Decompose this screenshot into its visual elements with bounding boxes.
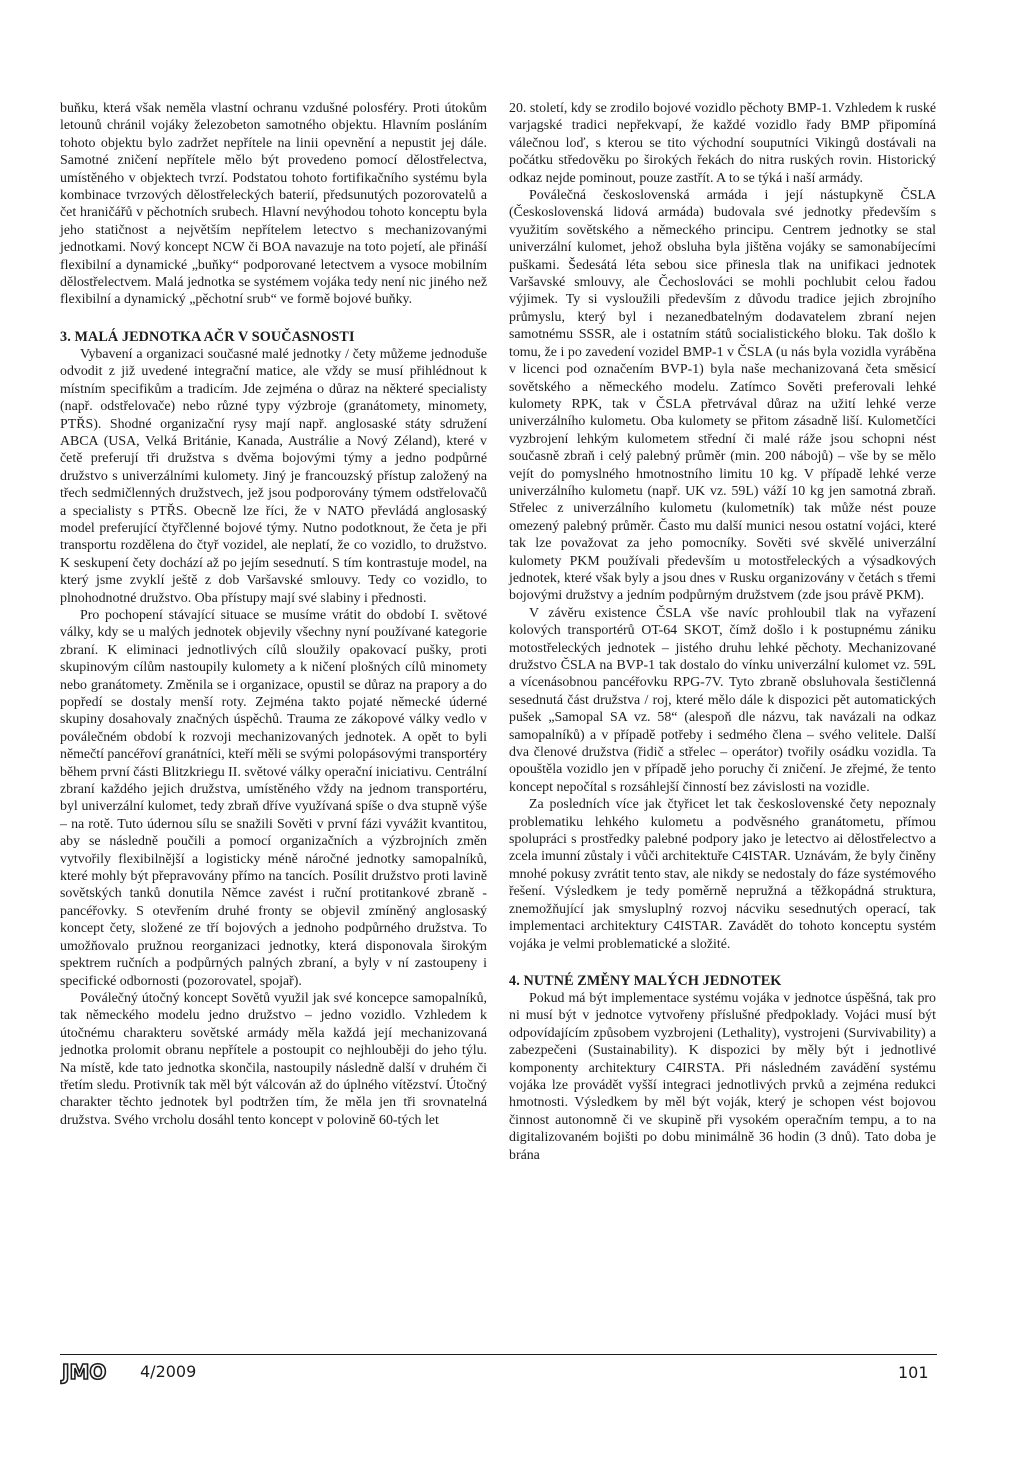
- journal-logo-text: JMO: [62, 1360, 107, 1384]
- footer-divider: [60, 1354, 937, 1355]
- right-text-column: [509, 100, 936, 1164]
- journal-logo: [62, 1359, 106, 1385]
- paragraph: Poválečná československá armáda i její nástupkyně ČSLA (Československá lidová armáda) budovala své jednotky především s využitím sovětského a německého principu. Centrem jednotky se stal univerzální kulomet, jehož obsluha byla jištěna vojáky se samonabíjecími puškami. Šedesátá léta sebou sice přinesla tlak na unifikaci jednotek Varšavské smlouvy, ale Čechoslováci se mohli pochlubit celou řadou výjimek. Ty si vysloužili především z důvodu tradice jejich zbrojního průmyslu, který byl i nezanedbatelným dodavatelem zbraní nejen samotnému SSSR, ale i ostatním států socialistického bloku. Tak došlo k tomu, že i po zavedení vozidel BMP-1 v ČSLA (u nás byla vozidla vyráběna v licenci pod označením BVP-1) byla naše mechanizovaná četa směsicí sovětského a německého modelu. Zatímco Sověti preferovali lehké kulomety RPK, tak v ČSLA přetrvával důraz na užití lehké verze univerzálního kulometu. Oba kulomety se přitom zásadně liší. Kulometčíci vyzbrojení lehkým kulometem střední či malé ráže jsou schopni nést současně zbraň i celý palebný průměr (min. 200 nábojů) – vše by se mělo vejít do pomyslného hmotnostního limitu 10 kg. V případě lehké verze univerzálního kulometu (např. UK vz. 59L) váží 10 kg jen samotná zbraň. Střelec z univerzálního kulometu (kulometník) tak může nést pouze omezený palebný průměr. Často mu další munici nesou ostatní vojáci, které tak lze považovat za jeho pomocníky. Sověti své skvělé univerzální kulomety PKM používali především u motostřeleckých a výsadkových jednotek, které však byly a jsou dnes v Rusku organizovány v četách s třemi bojovými družstvy a jedním podpůrným družstvem (zde jsou právě PKM).: [509, 188, 936, 604]
- paragraph: Vybavení a organizaci současné malé jednotky / čety můžeme jednoduše odvodit z již uvedené integrační matice, ale vždy se musí přihlédnout k místním specifikům a tradicím. Jde zejména o důraz na některé specialisty (např. odstřelovače) nebo různé typy výzbroje (granátomety, minomety, PTŘS). Shodné organizační rysy mají např. anglosaské státy sdružení ABCA (USA, Velká Británie, Kanada, Austrálie a Nový Zéland), které v četě preferují tři družstva s dvěma bojovými týmy a jedno podpůrné družstvo s univerzálními kulomety. Jiný je francouzský přístup založený na třech sedmičlenných družstvech, jež jsou podporovány týmem odstřelovačů a specialisty s PTŘS. Obecně lze říci, že v NATO převládá anglosaský model preferující čtyřčlenné bojové týmy. Nutno podotknout, že četa je při transportu rozdělena do čtyř vozidel, ale neplatí, že co vozidlo, to družstvo. K seskupení čety dochází až po jejím sesednutí. S tím kontrastuje model, na který jsme zvyklí ještě z dob Varšavské smlouvy. Tedy co vozidlo, to plnohodnotné družstvo. Oba přístupy mají své slabiny i přednosti.: [60, 346, 487, 606]
- paragraph: buňku, která však neměla vlastní ochranu vzdušné polosféry. Proti útokům letounů chránil vojáky železobeton samotného objektu. Hlavním posláním tohoto objektu bylo zadržet nepřítele na linii opevnění a nepustit jej dále. Samotné zničení nepřítele mělo být provedeno pomocí dělostřelectva, umístěného v objektech tvrzí. Podstatou tohoto fortifikačního systému byla kombinace tvrzových dělostřeleckých baterií, předsunutých pozorovatelů a čet hraničářů v pěchotních srubech. Hlavní nevýhodou tohoto konceptu byla jeho statičnost a největším nepřítelem letectvo s mechanizovanými jednotkami. Nový koncept NCW či BOA navazuje na toto pojetí, ale přináší flexibilní a dynamické „buňky“ podporované letectvem a vysoce mobilním dělostřelectvem. Malá jednotka se systémem vojáka tedy není nic jiného než flexibilní a dynamický „pěchotní srub“ ve formě bojové buňky.: [60, 101, 487, 308]
- paragraph: Za posledních více jak čtyřicet let tak československé čety nepoznaly problematiku lehkého kulometu a podvěsného granátometu, přímou spolupráci s prostředky palebné podpory jako je letectvo ai dělostřelectvo a zcela imunní zůstaly i vůči architektuře C4ISTAR. Uznávám, že byly činěny mnohé pokusy zvrátit tento stav, ale nikdy se nedostaly do fáze systémového řešení. Výsledkem je tedy poměrně nepružná a těžkopádná struktura, znemožňující jak smysluplný rozvoj nácviku sesednutých operací, tak implementaci architektury C4ISTAR. Zavádět do tohoto konceptu systém vojáka je velmi problematické a složité.: [509, 797, 936, 952]
- section-heading-4: 4. NUTNÉ ZMĚNY MALÝCH JEDNOTEK: [509, 972, 782, 989]
- section-heading-3: 3. MALÁ JEDNOTKA AČR V SOUČASNOSTI: [60, 328, 355, 345]
- page-number: 101: [898, 1363, 929, 1382]
- paragraph: 20. století, kdy se zrodilo bojové vozidlo pěchoty BMP-1. Vzhledem k ruské varjagské tradici nepřekvapí, že každé vozidlo řady BMP připomíná válečnou loď, s kterou se tito východní souputníci Vikingů dostávali na počátku středověku po širokých řekách do nitra ruských rovin. Historický odkaz nejde pominout, pouze zastřít. A to se týká i naší armády.: [509, 101, 936, 186]
- paragraph: Poválečný útočný koncept Sovětů využil jak své koncepce samopalníků, tak německého modelu jedno družstvo – jedno vozidlo. Vzhledem k útočnému charakteru sovětské armády měla každá její mechanizovaná jednotka prolomit obranu nepřítele a postoupit co nejhlouběji do jeho týlu. Na místě, kde tato jednotka skončila, nastoupily následně další v druhém či třetím sledu. Protivník tak měl být válcován až do úplného vítězství. Útočný charakter těchto jednotek byl podtržen tím, že měla jen tři srovnatelná družstva. Svého vrcholu dosáhl tento koncept v polovině 60-tých let: [60, 990, 487, 1128]
- paragraph: V závěru existence ČSLA vše navíc prohloubil tlak na vyřazení kolových transportérů OT-64 SKOT, čímž došlo i k postupnému zániku motostřeleckých jednotek – jistého druhu lehké pěchoty. Mechanizované družstvo ČSLA na BVP-1 tak dostalo do vínku univerzální kulomet vz. 59L a vícenásobnou pancéřovku RPG-7V. Tyto zbraně obsluhovala šestičlenná sesednutá část družstva / roj, které mělo dále k dispozici pět automatických pušek „Samopal SA vz. 58“ (alespoň dle názvu, tak navázali na odkaz samopalníků) a v případě potřeby i sedmého člena – svého velitele. Další dva členové družstva (řidič a střelec – operátor) tvořily osádku vozidla. Ta opouštěla vozidlo jen v případě jeho poruchy či zničení. Je zřejmé, že tento koncept nepočítal s rozsáhlejší činností bez závislosti na vozidle.: [509, 605, 936, 795]
- issue-number: 4/2009: [140, 1362, 197, 1381]
- left-text-column: [60, 100, 487, 1129]
- paragraph: Pokud má být implementace systému vojáka v jednotce úspěšná, tak pro ni musí být v jednotce vytvořeny příslušné předpoklady. Vojáci musí být odpovídajícím způsobem vyzbrojeni (Lethality), vystrojeni (Survivability) a zabezpečeni (Sustainability). K dispozici by měly být i jednotlivé komponenty architektury C4IRSTA. Při následném zavádění systému vojáka lze provádět vyšší integraci jednotlivých prvků a zejména redukci hmotnosti. Výsledkem by měl být voják, který je schopen vést bojovou činnost autonomně či ve skupině při vysokém operačním tempu, a to na digitalizovaném bojišti po dobu minimálně 36 hodin (3 dnů). Tato doba je brána: [509, 990, 936, 1163]
- paragraph: Pro pochopení stávající situace se musíme vrátit do období I. světové války, kdy se u malých jednotek objevily všechny nyní používané kategorie zbraní. K eliminaci jednotlivých cílů sloužily opakovací pušky, proti skupinovým cílům nastoupily kulomety a k ničení plošných cílů minomety nebo granátomety. Změnila se i organizace, opustil se důraz na prapory a do popředí se dostaly menší roty. Zejména takto pojaté německé úderné skupiny dosahovaly značných úspěchů. Trauma ze zákopové války vedlo v poválečném období k rozvoji mechanizovaných jednotek. A opět to byli němečtí pancéřoví granátníci, kteří měli se svými polopásovými transportéry během první části Blitzkriegu II. světové války operační iniciativu. Centrální zbraní každého jejich družstva, umístěného vždy na jednom transportéru, byl univerzální kulomet, tedy zbraň dříve využívaná spíše o dva stupně výše – na rotě. Tuto údernou sílu se snažili Sověti v první fázi vyvážit kvantitou, aby se následně poučili a pomocí organizačních a výzbrojních změn vytvořily flexibilnější a logisticky méně náročné jednotky samopalníků, které mohly být přepravovány přímo na tancích. Posílit družstvo proti lavině sovětských tanků donutila Němce zavést i ruční protitankové zbraně - pancéřovky. S otevřením druhé fronty se objevil zmíněný anglosaský koncept čety, složené ze tří bojových a jednoho podpůrného družstva. To umožňovalo pružnou reorganizaci jednotky, která disponovala širokým spektrem ručních a podpůrných palných zbraní, a byly v ní zastoupeny i specifické odbornosti (pozorovatel, spojař).: [60, 607, 488, 989]
